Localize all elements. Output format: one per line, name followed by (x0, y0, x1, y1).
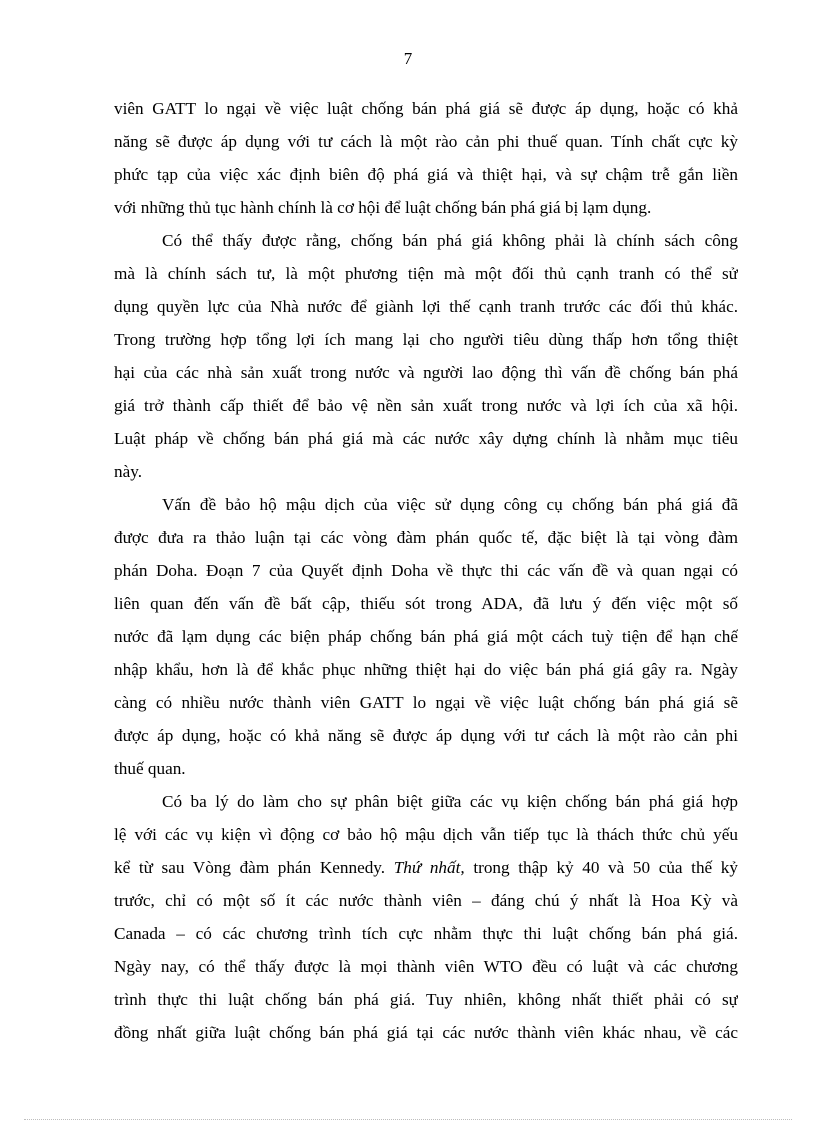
text-segment: kể từ sau Vòng đàm phán Kennedy. (114, 858, 386, 877)
text-line: trình thực thi luật chống bán phá giá. Tuy nhiên, không nhất thiết phải có sự (114, 990, 738, 1009)
text-line: được áp dụng, hoặc có khả năng sẽ được áp dụng với tư cách là một rào cản phi (114, 726, 738, 745)
text-line: lệ với các vụ kiện vì động cơ bảo hộ mậu dịch vẫn tiếp tục là thách thức chủ yếu (114, 825, 738, 844)
text-line: càng có nhiều nước thành viên GATT lo ngại về việc luật chống bán phá giá sẽ (114, 693, 738, 712)
text-line: đồng nhất giữa luật chống bán phá giá tại các nước thành viên khác nhau, về các (114, 1023, 738, 1042)
text-line-mixed (114, 851, 738, 884)
text-line: Vấn đề bảo hộ mậu dịch của việc sử dụng công cụ chống bán phá giá đã (162, 495, 738, 514)
text-line: Luật pháp về chống bán phá giá mà các nước xây dựng chính là nhằm mục tiêu (114, 429, 738, 448)
text-line: liên quan đến vấn đề bất cập, thiếu sót trong ADA, đã lưu ý đến việc một số (114, 594, 738, 613)
page-bottom-divider (24, 1119, 792, 1120)
text-line: được đưa ra thảo luận tại các vòng đàm phán quốc tế, đặc biệt là tại vòng đàm (114, 528, 738, 547)
text-line: này. (114, 462, 142, 481)
text-line: phức tạp của việc xác định biên độ phá giá và thiệt hại, và sự chậm trễ gắn liền (114, 165, 738, 184)
text-segment: trong thập kỷ 40 và 50 của thế kỷ (473, 858, 738, 877)
text-line: nước đã lạm dụng các biện pháp chống bán phá giá một cách tuỳ tiện để hạn chế (114, 627, 738, 646)
text-line: dụng quyền lực của Nhà nước để giành lợi thế cạnh tranh trước các đối thủ khác. (114, 297, 738, 316)
text-line: Trong trường hợp tổng lợi ích mang lại cho người tiêu dùng thấp hơn tổng thiệt (114, 330, 738, 349)
text-line: Ngày nay, có thể thấy được là mọi thành viên WTO đều có luật và các chương (114, 957, 738, 976)
paragraph (114, 785, 738, 1049)
text-line: Có ba lý do làm cho sự phân biệt giữa các vụ kiện chống bán phá giá hợp (162, 792, 738, 811)
text-line: với những thủ tục hành chính là cơ hội để luật chống bán phá giá bị lạm dụng. (114, 198, 652, 217)
page-number: 7 (403, 49, 413, 68)
text-line: viên GATT lo ngại về việc luật chống bán phá giá sẽ được áp dụng, hoặc có khả (114, 99, 738, 118)
text-line: năng sẽ được áp dụng với tư cách là một rào cản phi thuế quan. Tính chất cực kỳ (114, 132, 738, 151)
paragraph (114, 92, 738, 224)
text-line: hại của các nhà sản xuất trong nước và người lao động thì vấn đề chống bán phá (114, 363, 738, 382)
paragraph (114, 488, 738, 785)
text-line: phán Doha. Đoạn 7 của Quyết định Doha về thực thi các vấn đề và quan ngại có (114, 561, 738, 580)
italic-text: Thứ nhất, (393, 858, 465, 877)
text-line: nhập khẩu, hơn là để khắc phục những thiệt hại do việc bán phá giá gây ra. Ngày (114, 660, 738, 679)
text-line: thuế quan. (114, 759, 186, 778)
text-line: Canada – có các chương trình tích cực nhằm thực thi luật chống bán phá giá. (114, 924, 738, 943)
body-text (114, 92, 738, 1049)
paragraph (114, 224, 738, 488)
text-line: trước, chỉ có một số ít các nước thành viên – đáng chú ý nhất là Hoa Kỳ và (114, 891, 738, 910)
text-line: Có thể thấy được rằng, chống bán phá giá không phải là chính sách công (162, 231, 738, 250)
text-line: giá trở thành cấp thiết để bảo vệ nền sản xuất trong nước và lợi ích của xã hội. (114, 396, 738, 415)
text-line: mà là chính sách tư, là một phương tiện mà một đối thủ cạnh tranh có thể sử (114, 264, 738, 283)
